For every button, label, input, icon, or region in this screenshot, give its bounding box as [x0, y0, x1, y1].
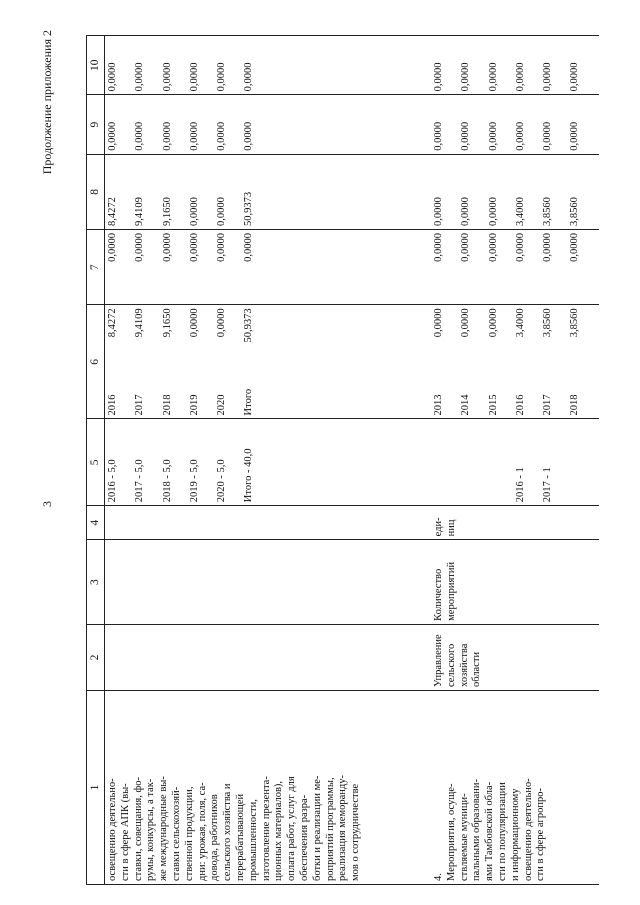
value-cell: 0,0000	[542, 233, 554, 262]
funding-entry: 2016 - 5,0	[107, 459, 118, 503]
table-row	[431, 36, 599, 885]
header-col-8: 8	[87, 154, 105, 229]
value-cell: 0,0000	[107, 62, 118, 92]
text-line: ствляемые муници-	[458, 793, 470, 881]
value-cell: 0,0000	[460, 233, 472, 262]
text-line: обеспечения разра-	[298, 794, 310, 881]
text-line: перерабатывающей	[234, 793, 246, 881]
year-value-line	[542, 308, 569, 415]
text-line: сти в сфере агропро-	[535, 788, 547, 881]
text-line: промышленности,	[247, 799, 259, 881]
value-cell: 0,0000	[216, 308, 228, 338]
value-cell: 0,0000	[514, 62, 526, 92]
row-a-col9	[105, 95, 432, 154]
funding-entry	[569, 422, 596, 502]
data-table	[86, 35, 599, 885]
year-value-line	[515, 308, 542, 415]
year-value-line	[243, 308, 270, 415]
row-a-col4	[105, 506, 432, 540]
appendix-title: Продолжение приложения 2	[40, 30, 54, 175]
text-line: сельского	[445, 643, 457, 688]
value-cell: 0,0000	[188, 121, 200, 151]
value-cell: 0,0000	[243, 121, 255, 151]
value-cell: 0,0000	[460, 121, 472, 151]
row-a-col3	[105, 540, 432, 624]
text-line: ственной продукции,	[183, 786, 195, 881]
text-line: ниц	[445, 519, 457, 537]
text-line: роприятий программы,	[324, 777, 336, 881]
text-line: довода, работников	[209, 794, 221, 881]
header-col-7: 7	[87, 230, 105, 305]
header-col-5: 5	[87, 419, 105, 506]
value-cell: 9,1650	[161, 197, 173, 227]
year-label: 2017	[134, 394, 146, 416]
row-b-col7	[431, 230, 599, 305]
value-cell: 0,0000	[243, 62, 255, 92]
value-cell: 0,0000	[161, 62, 173, 92]
funding-entry	[433, 422, 460, 502]
value-cell: 0,0000	[243, 233, 255, 262]
text-line: области	[471, 651, 483, 688]
value-cell: 3,8560	[569, 197, 581, 227]
value-cell: 0,0000	[460, 62, 472, 92]
funding-entry: 2019 - 5,0	[188, 459, 200, 503]
value-cell: 8,4272	[107, 197, 118, 227]
value-cell: 3,4000	[514, 197, 526, 227]
row-b-col1	[431, 691, 599, 885]
value-cell: 0,0000	[487, 121, 499, 151]
row-b-col5	[431, 419, 599, 506]
text-line: ставки, совещания, фо-	[132, 776, 144, 881]
value-cell: 0,0000	[487, 62, 499, 92]
value-cell: 0,0000	[569, 121, 581, 151]
year-label: Итого	[243, 388, 255, 416]
text-line: ционных материалов),	[273, 780, 285, 881]
value-cell: 0,0000	[216, 233, 228, 262]
funding-entry: 2018 - 5,0	[161, 459, 173, 503]
year-value-line	[433, 308, 460, 415]
value-cell: 0,0000	[134, 233, 146, 262]
value-cell: 9,1650	[161, 308, 173, 338]
funding-entry: Итого - 40,0	[243, 448, 255, 503]
row-number: 4.	[433, 873, 444, 881]
value-cell: 0,0000	[433, 197, 444, 227]
year-label: 2019	[188, 394, 200, 416]
value-cell: 3,8560	[542, 308, 554, 338]
value-cell: 0,0000	[514, 233, 526, 262]
value-cell: 0,0000	[433, 308, 444, 338]
year-label: 2013	[433, 394, 444, 416]
value-cell: 0,0000	[107, 233, 118, 262]
value-cell: 0,0000	[487, 308, 499, 338]
page-number: 3	[40, 501, 54, 507]
text-line: ями Тамбовской обла-	[484, 781, 496, 881]
value-cell: 0,0000	[487, 197, 499, 227]
year-label: 2020	[216, 394, 228, 416]
year-label: 2018	[161, 394, 173, 416]
value-cell: 0,0000	[433, 121, 444, 151]
text-line: и информационному	[509, 788, 521, 881]
header-row	[87, 36, 105, 885]
funding-entry: 2016 - 1	[514, 467, 526, 503]
header-col-9: 9	[87, 95, 105, 154]
year-label: 2018	[569, 394, 581, 416]
text-line: мов о сотрудничестве	[350, 783, 362, 881]
row-b-col3	[431, 540, 599, 624]
header-col-10: 10	[87, 36, 105, 95]
year-value-line	[189, 308, 216, 415]
value-cell: 0,0000	[433, 62, 444, 92]
header-col-4: 4	[87, 506, 105, 540]
text-line: Количество	[433, 568, 444, 621]
row-a-col8	[105, 154, 432, 229]
text-line: оплата работ, услуг для	[286, 776, 298, 881]
row-b-col2	[431, 624, 599, 690]
text-line: еди-	[433, 517, 444, 537]
table-row	[105, 36, 432, 885]
text-line: пальными образовани-	[471, 778, 483, 881]
text-line: же международные вы-	[158, 776, 170, 881]
value-cell: 0,0000	[542, 121, 554, 151]
value-cell: 0,0000	[569, 233, 581, 262]
funding-entry: 2020 - 5,0	[216, 459, 228, 503]
text-line: освещению деятельно-	[107, 778, 118, 881]
value-cell: 0,0000	[161, 121, 173, 151]
row-a-col2	[105, 624, 432, 690]
year-label: 2017	[542, 394, 554, 416]
row-b-col9	[431, 95, 599, 154]
value-cell: 0,0000	[216, 197, 228, 227]
text-line: хозяйства	[458, 643, 470, 688]
header-col-6: 6	[87, 305, 105, 419]
funding-entry	[460, 422, 487, 502]
year-label: 2015	[487, 394, 499, 416]
value-cell: 0,0000	[161, 233, 173, 262]
funding-entry: 2017 - 5,0	[134, 459, 146, 503]
year-value-line	[162, 308, 189, 415]
value-cell: 0,0000	[216, 62, 228, 92]
row-a-col10	[105, 36, 432, 95]
value-cell: 0,0000	[188, 308, 200, 338]
value-cell: 0,0000	[514, 121, 526, 151]
value-cell: 50,9373	[243, 191, 255, 227]
year-value-line	[216, 308, 243, 415]
header-col-1: 1	[87, 691, 105, 885]
header-col-3: 3	[87, 540, 105, 624]
value-cell: 0,0000	[542, 62, 554, 92]
value-cell: 0,0000	[188, 62, 200, 92]
text-line: дни: урожая, поля, са-	[196, 782, 208, 881]
year-value-line	[134, 308, 161, 415]
year-value-line	[107, 308, 134, 415]
text-line: изготовление презента-	[260, 776, 272, 881]
funding-entry	[488, 422, 515, 502]
year-label: 2016	[107, 394, 118, 416]
row-b-col10	[431, 36, 599, 95]
row-b-col4	[431, 506, 599, 540]
text-line: мероприятий	[445, 561, 457, 621]
text-line: Управление	[433, 634, 444, 688]
value-cell: 0,0000	[107, 121, 118, 151]
value-cell: 0,0000	[433, 233, 444, 262]
value-cell: 0,0000	[134, 121, 146, 151]
year-value-line	[460, 308, 487, 415]
row-b-col6	[431, 305, 599, 419]
value-cell: 0,0000	[216, 121, 228, 151]
year-label: 2014	[460, 394, 472, 416]
row-a-col5	[105, 419, 432, 506]
text-line: румы, конкурсы, а так-	[145, 778, 157, 881]
text-line: освещению деятельно-	[522, 778, 534, 881]
text-line: ставки сельскохозяй-	[170, 786, 182, 881]
text-line: ботки и реализации ме-	[311, 775, 323, 881]
text-line: сельского хозяйства и	[222, 783, 234, 881]
value-cell: 0,0000	[460, 308, 472, 338]
text-line: реализация меморанду-	[337, 775, 349, 881]
value-cell: 0,0000	[487, 233, 499, 262]
year-value-line	[569, 308, 596, 415]
value-cell: 9,4109	[134, 308, 146, 338]
year-label: 2016	[514, 394, 526, 416]
text-line: сти в сфере АПК (вы-	[119, 783, 131, 881]
row-a-col6	[105, 305, 432, 419]
value-cell: 3,8560	[542, 197, 554, 227]
value-cell: 50,9373	[243, 308, 255, 343]
text-line: Мероприятия, осуще-	[445, 783, 457, 881]
value-cell: 0,0000	[188, 233, 200, 262]
value-cell: 9,4109	[134, 197, 146, 227]
value-cell: 0,0000	[134, 62, 146, 92]
header-col-2: 2	[87, 624, 105, 690]
value-cell: 3,8560	[569, 308, 581, 338]
value-cell: 0,0000	[569, 62, 581, 92]
value-cell: 0,0000	[460, 197, 472, 227]
row-b-col8	[431, 154, 599, 229]
value-cell: 8,4272	[107, 308, 118, 338]
text-line: сти по популяризации	[496, 782, 508, 881]
row-a-col7	[105, 230, 432, 305]
value-cell: 3,4000	[514, 308, 526, 338]
row-a-col1	[105, 691, 432, 885]
funding-entry: 2017 - 1	[542, 467, 554, 503]
year-value-line	[488, 308, 515, 415]
value-cell: 0,0000	[188, 197, 200, 227]
